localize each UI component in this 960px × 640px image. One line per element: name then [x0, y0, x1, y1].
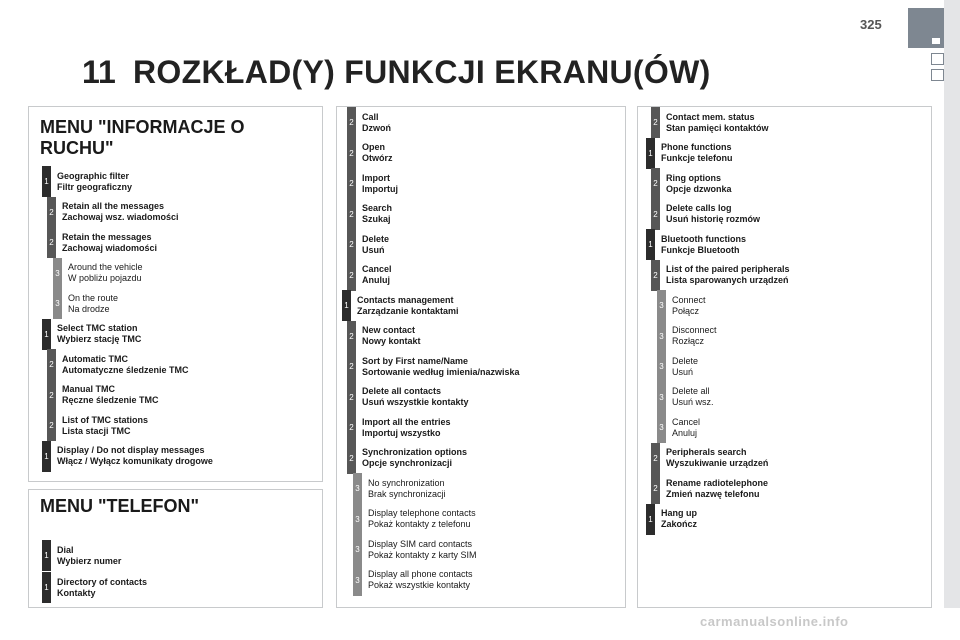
level-badge: 2	[347, 107, 356, 138]
menu-entry	[353, 534, 477, 565]
level-badge: 1	[42, 319, 51, 350]
menu-entry	[347, 443, 467, 474]
tab-box	[931, 53, 944, 65]
entry-label-en: On the route	[68, 292, 119, 303]
entry-label-en: Hang up	[661, 508, 697, 518]
menu-entry	[646, 504, 697, 535]
level-badge: 3	[353, 504, 362, 535]
entry-label-pl: Pokaż kontakty z karty SIM	[368, 549, 477, 560]
level-badge: 2	[347, 260, 356, 291]
menu-entry	[353, 565, 473, 596]
level-badge: 2	[347, 168, 356, 199]
entry-label-en: Synchronization options	[362, 447, 467, 457]
entry-label-en: Contact mem. status	[666, 111, 755, 122]
level-badge: 1	[42, 540, 51, 571]
level-badge: 1	[342, 290, 351, 321]
entry-text	[68, 293, 118, 315]
menu-entry	[657, 290, 706, 321]
entry-label-en: Ring options	[666, 172, 721, 183]
entry-label-pl: Usuń historię rozmów	[666, 214, 761, 224]
entry-label-pl: Zachowaj wiadomości	[62, 242, 158, 253]
menu-entry	[353, 504, 476, 535]
page-number: 325	[860, 17, 882, 32]
entry-label-pl: Funkcje Bluetooth	[661, 244, 740, 255]
entry-text	[362, 417, 451, 439]
entry-label-en: Delete calls log	[666, 203, 732, 213]
entry-label-en: Peripherals search	[666, 447, 747, 457]
level-badge: 3	[657, 321, 666, 352]
entry-label-pl: Zachowaj wsz. wiadomości	[62, 212, 179, 222]
entry-label-en: Automatic TMC	[62, 353, 128, 364]
entry-text	[672, 295, 706, 317]
entry-label-en: Retain the messages	[62, 231, 152, 242]
level-badge: 3	[657, 290, 666, 321]
menu-entry	[53, 258, 143, 289]
entry-text	[62, 354, 189, 376]
tab-box	[931, 69, 944, 81]
level-badge: 2	[651, 443, 660, 474]
entry-label-en: Retain all the messages	[62, 201, 165, 211]
menu-entry	[347, 168, 398, 199]
entry-label-pl: Lista sparowanych urządzeń	[666, 275, 789, 285]
entry-label-en: Around the vehicle	[68, 262, 143, 272]
level-badge: 2	[651, 107, 660, 138]
entry-label-en: Open	[362, 142, 386, 152]
entry-label-en: Sort by First name/Name	[362, 355, 469, 366]
entry-label-en: Delete	[362, 233, 390, 244]
level-badge: 2	[47, 410, 56, 441]
entry-text	[661, 142, 733, 164]
menu-entry	[657, 412, 700, 443]
entry-label-pl: Połącz	[672, 305, 700, 316]
entry-text	[357, 295, 459, 317]
menu-entry	[347, 321, 421, 352]
entry-label-pl: Pokaż wszystkie kontakty	[368, 580, 471, 590]
menu-entry	[347, 412, 451, 443]
level-badge: 2	[651, 199, 660, 230]
entry-text	[672, 325, 717, 347]
level-badge: 1	[42, 572, 51, 603]
menu-entry	[42, 319, 141, 350]
entry-label-en: Dial	[57, 544, 74, 555]
entry-label-en: Cancel	[362, 264, 392, 274]
entry-text	[362, 203, 392, 225]
page-sidebar	[944, 0, 960, 608]
entry-text	[362, 325, 421, 347]
entry-text	[57, 323, 141, 345]
entry-label-en: Geographic filter	[57, 170, 130, 181]
level-badge: 2	[651, 473, 660, 504]
entry-label-pl: W pobliżu pojazdu	[68, 273, 142, 283]
level-badge: 2	[347, 199, 356, 230]
entry-label-en: Phone functions	[661, 142, 732, 152]
entry-label-pl: Szukaj	[362, 214, 391, 224]
menu-entry	[651, 199, 760, 230]
entry-label-pl: Lista stacji TMC	[62, 425, 131, 436]
entry-text	[666, 203, 760, 225]
footer-watermark: carmanualsonline.info	[700, 614, 849, 629]
level-badge: 2	[651, 260, 660, 291]
level-badge: 1	[646, 138, 655, 169]
entry-label-pl: Anuluj	[672, 427, 698, 438]
entry-label-en: Delete all	[672, 386, 710, 396]
level-badge: 1	[646, 229, 655, 260]
level-badge: 2	[347, 443, 356, 474]
entry-text	[661, 234, 746, 256]
entry-label-en: Delete	[672, 355, 699, 366]
entry-label-pl: Automatyczne śledzenie TMC	[62, 364, 189, 375]
entry-label-pl: Ręczne śledzenie TMC	[62, 395, 159, 405]
menu-entry	[42, 166, 132, 197]
level-badge: 3	[353, 473, 362, 504]
entry-text	[666, 173, 732, 195]
entry-text	[362, 264, 392, 286]
entry-text	[672, 386, 714, 408]
level-badge: 3	[657, 412, 666, 443]
entry-label-en: Call	[362, 111, 379, 122]
entry-text	[62, 384, 159, 406]
entry-label-pl: Usuń wsz.	[672, 397, 714, 407]
entry-label-pl: Stan pamięci kontaktów	[666, 122, 769, 133]
entry-text	[68, 262, 143, 284]
entry-label-en: Display telephone contacts	[368, 508, 476, 518]
menu-entry	[651, 443, 768, 474]
level-badge: 3	[657, 351, 666, 382]
entry-label-pl: Pokaż kontakty z telefonu	[368, 519, 471, 529]
level-badge: 3	[657, 382, 666, 413]
entry-label-pl: Brak synchronizacji	[368, 488, 446, 499]
menu-entry	[53, 288, 118, 319]
menu-entry	[47, 380, 159, 411]
entry-label-en: Import	[362, 172, 390, 183]
entry-text	[362, 386, 469, 408]
entry-label-pl: Nowy kontakt	[362, 336, 421, 346]
menu-entry	[47, 197, 179, 228]
entry-label-en: List of the paired peripherals	[666, 264, 790, 274]
entry-label-en: Delete all contacts	[362, 386, 442, 396]
entry-label-pl: Wybierz numer	[57, 555, 122, 566]
level-badge: 2	[651, 168, 660, 199]
menu-entry	[42, 441, 213, 472]
phone-menu-heading: MENU "TELEFON"	[40, 496, 200, 516]
level-badge: 3	[353, 534, 362, 565]
level-badge: 2	[347, 321, 356, 352]
menu-entry	[651, 473, 768, 504]
entry-text	[672, 356, 698, 378]
entry-text	[666, 478, 768, 500]
entry-label-pl: Usuń	[362, 244, 385, 255]
entry-text	[62, 415, 148, 437]
menu-entry	[347, 199, 392, 230]
menu-entry	[651, 260, 790, 291]
entry-text	[666, 447, 768, 469]
entry-label-en: Bluetooth functions	[661, 233, 746, 244]
level-badge: 2	[47, 349, 56, 380]
entry-text	[362, 142, 393, 164]
entry-text	[62, 232, 157, 254]
menu-entry	[47, 349, 189, 380]
menu-entry	[657, 321, 717, 352]
entry-label-pl: Wybierz stację TMC	[57, 334, 142, 344]
level-badge: 2	[347, 382, 356, 413]
entry-text	[57, 577, 147, 599]
entry-text	[362, 447, 467, 469]
level-badge: 2	[47, 227, 56, 258]
level-badge: 2	[47, 380, 56, 411]
level-badge: 3	[353, 565, 362, 596]
entry-text	[362, 173, 398, 195]
menu-entry	[646, 138, 733, 169]
entry-label-pl: Usuń	[672, 366, 694, 377]
menu-entry	[47, 410, 148, 441]
level-badge: 3	[53, 288, 62, 319]
entry-label-pl: Otwórz	[362, 153, 393, 163]
entry-label-en: Display SIM card contacts	[368, 538, 473, 549]
menu-entry	[353, 473, 446, 504]
entry-text	[672, 417, 700, 439]
entry-text	[368, 569, 473, 591]
entry-text	[362, 234, 389, 256]
entry-label-pl: Anuluj	[362, 275, 390, 285]
menu-entry	[42, 572, 147, 603]
entry-label-pl: Zarządzanie kontaktami	[357, 305, 459, 316]
entry-label-pl: Rozłącz	[672, 336, 705, 346]
entry-label-en: Select TMC station	[57, 323, 138, 333]
entry-text	[368, 508, 476, 530]
page-title: ROZKŁAD(Y) FUNKCJI EKRANU(ÓW)	[133, 54, 711, 90]
entry-text	[57, 171, 132, 193]
level-badge: 1	[42, 166, 51, 197]
entry-label-pl: Filtr geograficzny	[57, 181, 133, 192]
entry-label-pl: Importuj	[362, 183, 398, 194]
entry-label-en: Contacts management	[357, 294, 454, 305]
entry-label-pl: Kontakty	[57, 587, 96, 598]
entry-label-en: Rename radiotelephone	[666, 477, 769, 488]
entry-label-en: New contact	[362, 325, 416, 335]
entry-label-pl: Sortowanie według imienia/nazwiska	[362, 366, 520, 377]
entry-label-pl: Wyszukiwanie urządzeń	[666, 458, 769, 468]
entry-label-en: Disconnect	[672, 325, 717, 335]
menu-entry	[657, 351, 698, 382]
chapter-tab	[908, 8, 944, 48]
entry-label-pl: Importuj wszystko	[362, 427, 441, 438]
entry-label-pl: Zmień nazwę telefonu	[666, 488, 760, 499]
entry-label-pl: Funkcje telefonu	[661, 153, 733, 163]
entry-label-pl: Na drodze	[68, 303, 110, 314]
level-badge: 3	[53, 258, 62, 289]
menu-entry	[651, 107, 769, 138]
chapter-number: 11	[82, 54, 116, 90]
menu-entry	[646, 229, 746, 260]
entry-text	[661, 508, 697, 530]
entry-label-en: Search	[362, 203, 393, 213]
level-badge: 2	[347, 351, 356, 382]
entry-text	[57, 545, 121, 567]
entry-label-pl: Zakończ	[661, 519, 698, 529]
menu-entry	[657, 382, 714, 413]
entry-label-pl: Włącz / Wyłącz komunikaty drogowe	[57, 456, 213, 466]
entry-label-pl: Opcje synchronizacji	[362, 458, 453, 468]
entry-label-en: Display / Do not display messages	[57, 445, 205, 455]
entry-text	[368, 539, 477, 561]
entry-label-en: No synchronization	[368, 477, 445, 488]
entry-label-en: Connect	[672, 294, 706, 305]
entry-text	[362, 356, 520, 378]
entry-label-en: Display all phone contacts	[368, 569, 473, 579]
menu-entry	[347, 260, 392, 291]
menu-entry	[347, 351, 520, 382]
menu-entry	[347, 138, 393, 169]
entry-text	[57, 445, 213, 467]
menu-entry	[651, 168, 732, 199]
level-badge: 2	[347, 412, 356, 443]
entry-text	[368, 478, 446, 500]
menu-entry	[47, 227, 157, 258]
menu-entry	[42, 540, 121, 571]
entry-label-en: Manual TMC	[62, 384, 115, 394]
level-badge: 1	[646, 504, 655, 535]
menu-entry	[347, 229, 389, 260]
entry-text	[362, 112, 391, 134]
menu-entry	[347, 107, 391, 138]
info-menu-heading: MENU "INFORMACJE O RUCHU"	[40, 117, 245, 158]
tab-notch	[932, 38, 940, 44]
entry-label-en: List of TMC stations	[62, 414, 148, 425]
entry-label-pl: Opcje dzwonka	[666, 183, 732, 194]
menu-entry	[347, 382, 469, 413]
entry-text	[62, 201, 179, 223]
entry-text	[666, 112, 769, 134]
entry-label-en: Import all the entries	[362, 416, 451, 427]
menu-entry	[342, 290, 459, 321]
level-badge: 2	[347, 138, 356, 169]
entry-label-en: Directory of contacts	[57, 576, 148, 587]
entry-label-pl: Dzwoń	[362, 122, 391, 133]
entry-label-en: Cancel	[672, 416, 701, 427]
level-badge: 1	[42, 441, 51, 472]
entry-label-pl: Usuń wszystkie kontakty	[362, 397, 469, 407]
level-badge: 2	[347, 229, 356, 260]
entry-text	[666, 264, 790, 286]
level-badge: 2	[47, 197, 56, 228]
